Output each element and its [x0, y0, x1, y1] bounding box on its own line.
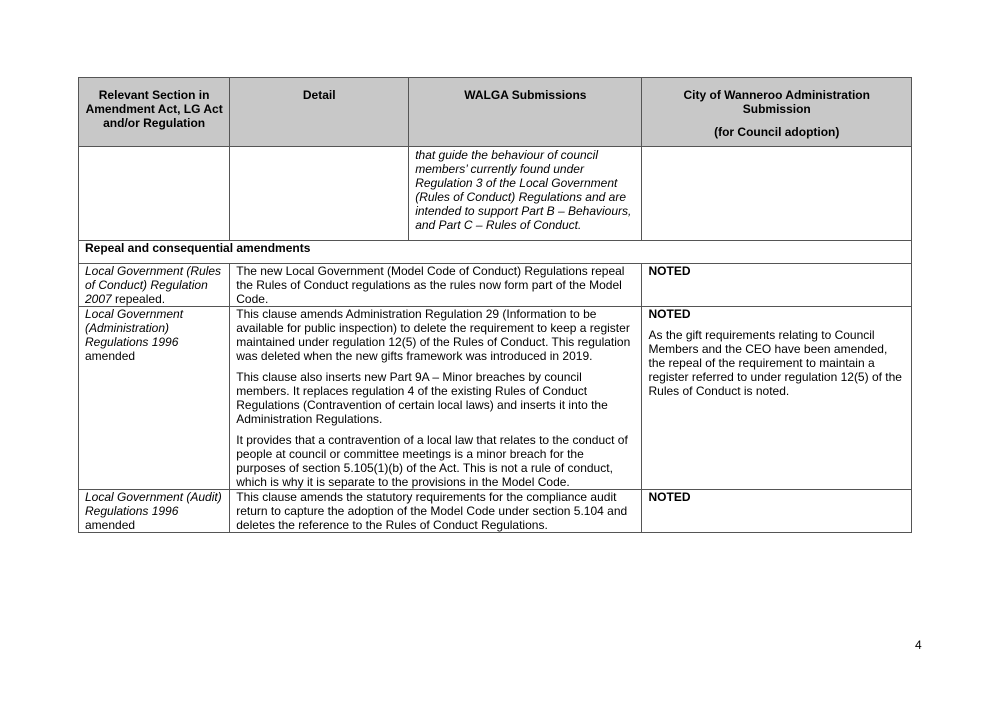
detail-paragraph: It provides that a contravention of a local law that relates to the conduct of people at council or committee meetings is a minor breach for the purposes of section 5.105(1)(b) of the Act. This is not a rule of conduct, which is why it is separate to the provisions in the Model Code. [236, 433, 628, 489]
section-cell [79, 147, 230, 241]
header-city-submission-subtitle: (for Council adoption) [714, 125, 840, 139]
detail-paragraph: This clause amends Administration Regulation 29 (Information to be available for public inspection) to delete the requirement to keep a register maintained under regulation 12(5) of the Rules of Conduct. This regulation was deleted when the new gifts framework was introduced in 2019. [236, 307, 631, 363]
submission-label: NOTED [648, 307, 691, 321]
table-row [79, 490, 912, 533]
section-cell [79, 490, 230, 533]
submission-cell [642, 490, 912, 533]
section-title: Local Government (Rules of Conduct) Regulation 2007 [85, 264, 222, 306]
header-city-submission-title: City of Wanneroo Administration Submission [683, 88, 870, 116]
detail-paragraph: This clause amends the statutory requirements for the compliance audit return to capture the adoption of the Model Code under section 5.104 and deletes the reference to the Rules of Conduct Regulations. [236, 490, 628, 532]
section-suffix: repealed. [111, 292, 166, 306]
table-row [79, 147, 912, 241]
submission-cell [642, 147, 912, 241]
section-heading-row [79, 241, 912, 264]
submission-cell [642, 264, 912, 307]
page-number: 4 [915, 638, 922, 652]
section-cell [79, 307, 230, 490]
section-heading: Repeal and consequential amendments [79, 241, 912, 264]
submission-label: NOTED [648, 490, 691, 504]
header-city-submission [642, 78, 912, 147]
detail-paragraph: This clause also inserts new Part 9A – Minor breaches by council members. It replaces regulation 4 of the existing Rules of Conduct Regulations (Contravention of certain local laws) and inserts it into the Administration Regulations. [236, 370, 608, 426]
section-suffix: amended [85, 349, 136, 363]
table-row [79, 307, 912, 490]
submission-cell [642, 307, 912, 490]
header-walga-submissions: WALGA Submissions [409, 78, 642, 147]
table-header-row [79, 78, 912, 147]
detail-cell [230, 490, 642, 533]
section-cell [79, 264, 230, 307]
submission-label: NOTED [648, 264, 691, 278]
detail-cell [230, 264, 642, 307]
header-detail: Detail [230, 78, 409, 147]
submissions-table [78, 77, 912, 533]
walga-cell: that guide the behaviour of council members’ currently found under Regulation 3 of the Local Government (Rules of Conduct) Regulations and are intended to support Part B – Behaviours, and Part C – Rules of Conduct. [409, 147, 642, 241]
detail-paragraph: The new Local Government (Model Code of Conduct) Regulations repeal the Rules of Conduct regulations as the rules now form part of the Model Code. [236, 264, 625, 306]
section-title: Local Government (Audit) Regulations 1996 [85, 490, 222, 518]
detail-cell [230, 307, 642, 490]
detail-cell [230, 147, 409, 241]
submission-text: As the gift requirements relating to Council Members and the CEO have been amended, the repeal of the requirement to maintain a register referred to under regulation 12(5) of the Rules of Conduct is noted. [648, 328, 902, 398]
section-suffix: amended [85, 518, 136, 532]
section-title: Local Government (Administration) Regulations 1996 [85, 307, 184, 349]
header-relevant-section: Relevant Section in Amendment Act, LG Act and/or Regulation [79, 78, 230, 147]
table-row [79, 264, 912, 307]
